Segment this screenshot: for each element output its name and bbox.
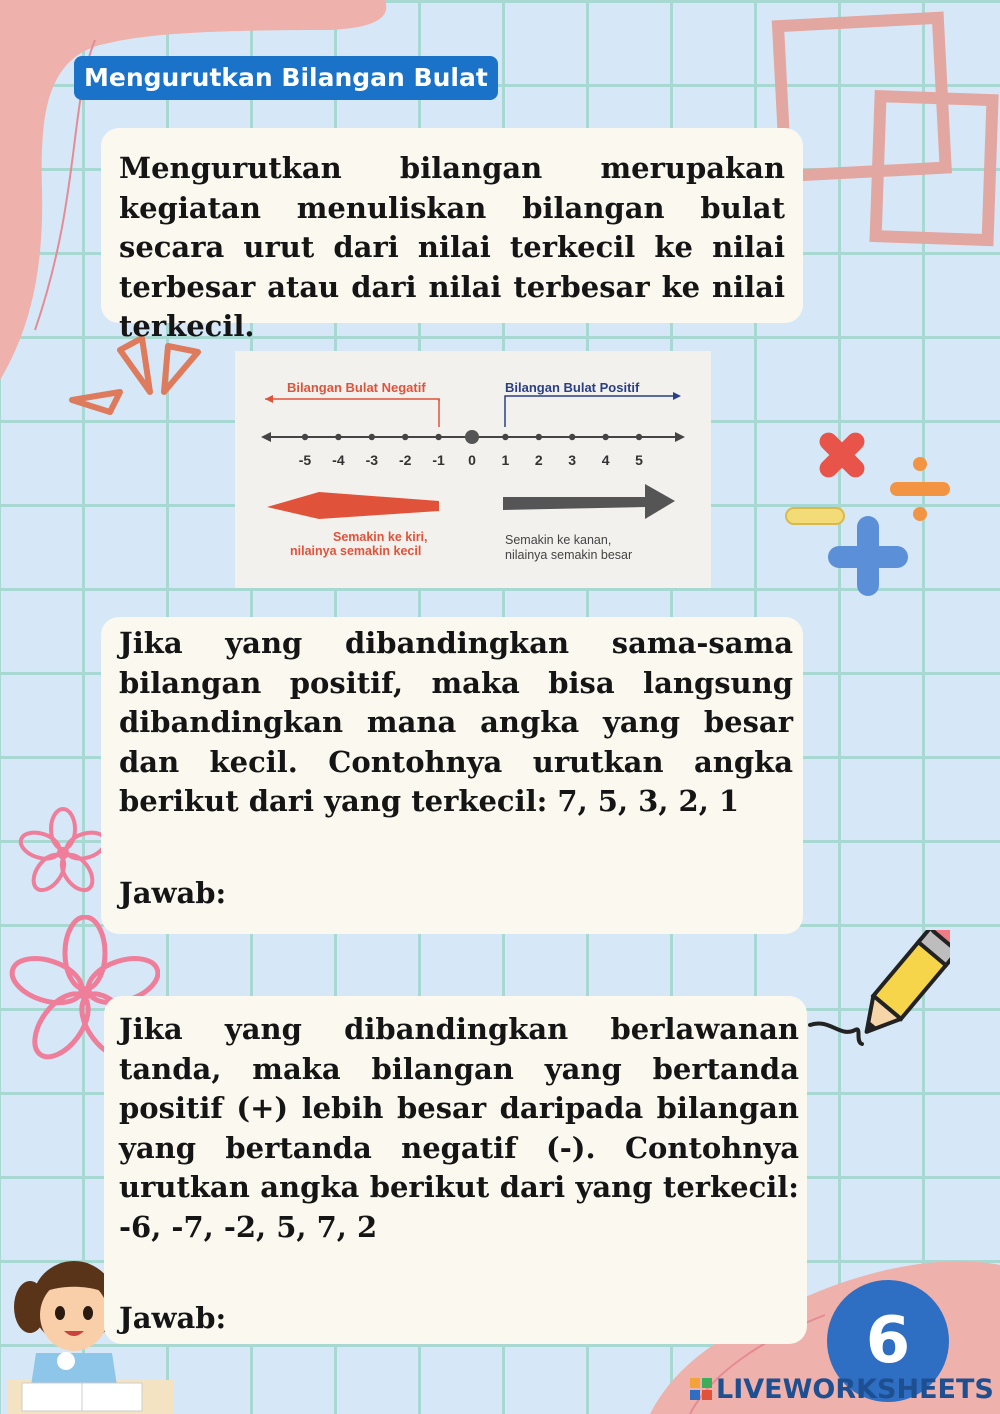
intro-text: Mengurutkan bilangan merupakan kegiatan menuliskan bilangan bulat secara urut dari nilai terkecil ke nilai terbesar atau dari nilai terbesar ke nilai terkecil.: [119, 151, 785, 343]
tick-label: 1: [501, 452, 510, 468]
negative-arrowhead: [265, 395, 273, 403]
positive-label: Bilangan Bulat Positif: [505, 380, 640, 395]
tick-label: 0: [468, 452, 476, 468]
liveworksheets-mark-icon: [690, 1378, 712, 1400]
tick-dot: [465, 430, 479, 444]
section1-answer-label: Jawab:: [119, 875, 227, 910]
positive-arrowhead: [673, 392, 681, 400]
page-number-badge: 6: [827, 1280, 949, 1402]
section2-text: Jika yang dibandingkan berlawanan tanda, maka bilangan yang bertanda positif (+) lebih besar daripada bilangan yang bertanda negatif (-). Contohnya urutkan angka berikut dari yang terkecil: -6, -7, -2, 5, 7, 2: [119, 1012, 799, 1244]
flower-small-icon: [18, 805, 108, 900]
left-arrow-shape: [267, 492, 439, 519]
watermark-text: LIVEWORKSHEETS: [716, 1374, 994, 1405]
intro-card: [101, 128, 803, 343]
tick-dot: [536, 434, 542, 440]
tick-label: -3: [365, 452, 379, 468]
tick-dot: [369, 434, 375, 440]
tick-dot: [502, 434, 508, 440]
liveworksheets-logo[interactable]: [690, 1372, 994, 1408]
section2-card: [104, 996, 807, 1344]
tick-label: 5: [635, 452, 643, 468]
tick-label: 2: [534, 452, 543, 468]
tick-dot: [636, 434, 642, 440]
tick-label: -4: [332, 452, 345, 468]
tick-label: -5: [298, 452, 312, 468]
negative-label: Bilangan Bulat Negatif: [287, 380, 426, 395]
tick-label: -2: [398, 452, 412, 468]
right-arrow-shape: [503, 484, 675, 519]
tick-dot: [335, 434, 341, 440]
left-caption-1: Semakin ke kiri,: [333, 530, 428, 544]
left-caption-2: nilainya semakin kecil: [290, 544, 422, 558]
tick-dot: [569, 434, 575, 440]
tick-dot: [302, 434, 308, 440]
tick-dot: [435, 434, 441, 440]
math-symbols-icon: [780, 420, 960, 600]
tick-group: [299, 430, 643, 468]
number-line-diagram: [235, 351, 711, 588]
tick-label: 3: [568, 452, 577, 468]
right-caption-2: nilainya semakin besar: [505, 548, 633, 562]
section2-answer-label: Jawab:: [119, 1301, 227, 1335]
page-title: Mengurutkan Bilangan Bulat: [74, 56, 498, 100]
section1-text: Jika yang dibandingkan sama-sama bilangan positif, maka bisa langsung dibandingkan mana angka yang besar dan kecil. Contohnya urutkan angka berikut dari yang terkecil: 7, 5, 3, 2, 1: [119, 626, 793, 818]
tick-dot: [402, 434, 408, 440]
tick-label: -1: [432, 452, 445, 468]
tick-label: 4: [601, 452, 610, 468]
tick-dot: [602, 434, 608, 440]
right-caption-1: Semakin ke kanan,: [505, 533, 612, 547]
section1-card: [101, 617, 803, 934]
pencil-icon: [800, 930, 950, 1060]
